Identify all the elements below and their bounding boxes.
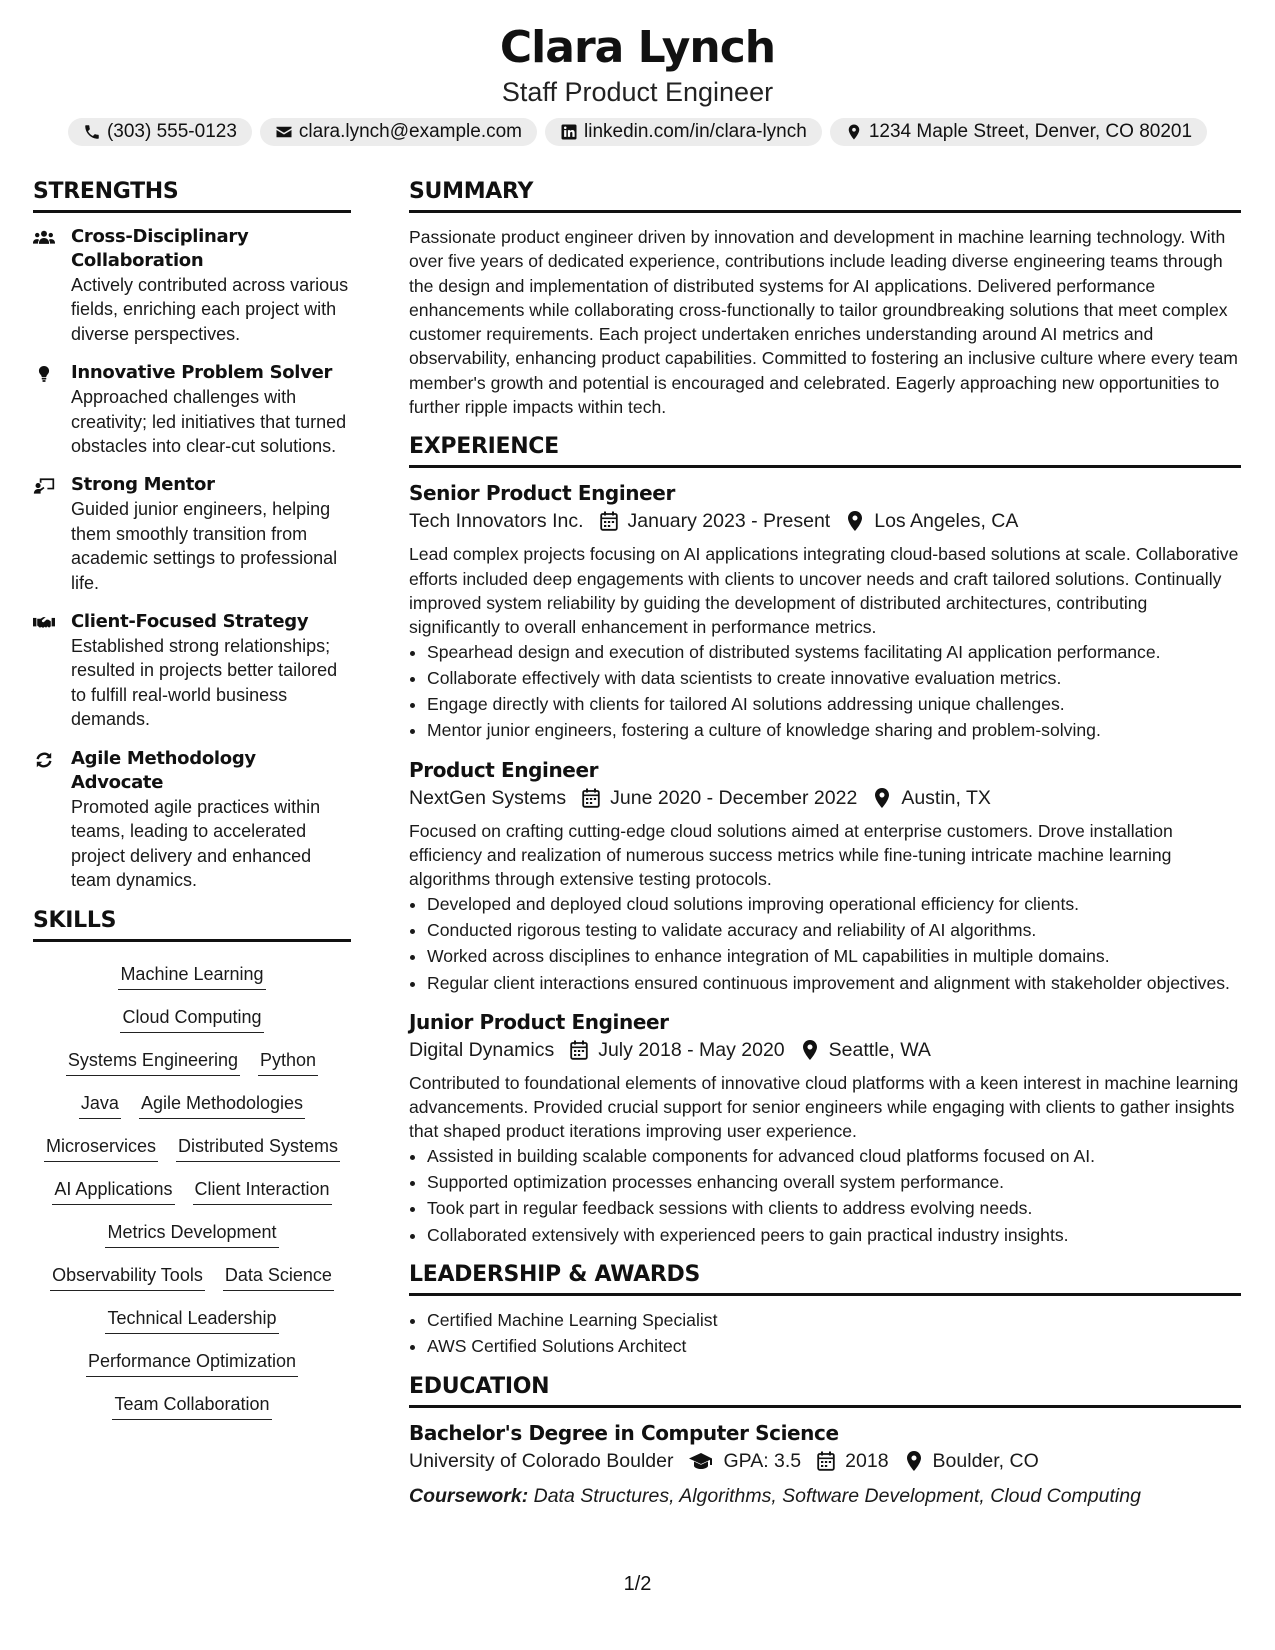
graduation-cap-icon [673,1451,723,1471]
coursework-list: Data Structures, Algorithms, Software Development, Cloud Computing [533,1484,1141,1507]
job-title: Senior Product Engineer [409,481,675,506]
strengths-heading: STRENGTHS [33,178,351,213]
graduation-year: 2018 [845,1449,889,1472]
resume-header [0,0,1275,146]
skill-tag: Client Interaction [193,1177,332,1205]
strength-item [33,747,351,893]
company-name: Tech Innovators Inc. [409,510,584,533]
strength-item [33,610,351,732]
envelope-icon [275,123,293,141]
strength-title: Agile Methodology Advocate [71,747,256,793]
sync-icon [33,747,71,893]
calendar-icon [584,511,628,531]
skill-tag: Technical Leadership [105,1306,278,1334]
skill-tag: Microservices [44,1134,158,1162]
right-column [409,178,1241,1510]
strength-desc: Approached challenges with creativity; led initiatives that turned obstacles into clear-cut solutions. [71,387,347,457]
skill-tag: Performance Optimization [86,1349,298,1377]
skill-tag: Machine Learning [118,962,265,990]
candidate-name: Clara Lynch [499,22,776,73]
strength-item [33,225,351,346]
skill-tag: Python [258,1048,318,1076]
job-entry [409,480,1241,742]
phone-icon [83,123,101,141]
experience-heading: EXPERIENCE [409,433,1241,468]
strength-title: Cross-Disciplinary Collaboration [71,226,249,271]
users-icon [33,225,71,346]
map-pin-icon [857,788,901,808]
job-bullets [409,1144,1241,1247]
list-item: • Assisted in building scalable components for advanced cloud platforms focused on AI. [427,1144,1241,1168]
list-item: • Mentor junior engineers, fostering a culture of knowledge sharing and problem-solving. [427,718,1241,742]
skill-tag: Metrics Development [105,1220,278,1248]
skill-tag: Systems Engineering [66,1048,240,1076]
job-dates: June 2020 - December 2022 [610,786,858,809]
list-item: • Supported optimization processes enhancing overall system performance. [427,1170,1241,1194]
list-item: • Regular client interactions ensured continuous improvement and alignment with stakeholder objectives. [427,971,1241,995]
contact-address [830,118,1207,146]
skill-tag: Team Collaboration [112,1392,271,1420]
strength-title: Client-Focused Strategy [71,611,309,633]
list-item: • Collaborate effectively with data scientists to create innovative evaluation metrics. [427,666,1241,690]
map-pin-icon [830,511,874,531]
map-pin-icon [845,123,863,141]
strength-desc: Guided junior engineers, helping them smoothly transition from academic settings to professional life. [71,499,338,593]
skill-tag: AI Applications [52,1177,174,1205]
strength-desc: Actively contributed across various fields, enriching each project with diverse perspectives. [71,275,349,344]
contact-email-text: clara.lynch@example.com [298,121,522,142]
job-bullets [409,640,1241,743]
job-location: Los Angeles, CA [874,510,1019,533]
list-item: • AWS Certified Solutions Architect [427,1334,1241,1358]
list-item: • Developed and deployed cloud solutions improving operational efficiency for clients. [427,892,1241,916]
job-meta [409,783,1241,813]
list-item: • Collaborated extensively with experienced peers to gain practical industry insights. [427,1223,1241,1247]
strength-title: Strong Mentor [71,474,215,496]
gpa: GPA: 3.5 [723,1449,802,1472]
job-dates: January 2023 - Present [627,510,831,533]
list-item: • Certified Machine Learning Specialist [427,1308,1241,1332]
chalkboard-teacher-icon [33,473,71,595]
skill-tag: Observability Tools [50,1263,205,1291]
summary-heading: SUMMARY [409,178,1241,213]
company-name: NextGen Systems [409,786,567,809]
job-description: Focused on crafting cutting-edge cloud solutions aimed at enterprise customers. Drove installation efficiency and realization of numerous success metrics while fine-tuning intricate machine learning algorithms through extensive testing protocols. [409,820,1173,890]
skills-list [33,954,351,1420]
map-pin-icon [785,1040,829,1060]
list-item: • Worked across disciplines to enhance integration of ML capabilities in multiple domains. [427,944,1241,968]
job-entry [409,1009,1241,1247]
contact-email[interactable] [260,118,537,146]
skills-heading: SKILLS [33,907,351,942]
strength-title: Innovative Problem Solver [71,362,333,384]
list-item: • Spearhead design and execution of distributed systems facilitating AI application performance. [427,640,1241,664]
list-item: • Engage directly with clients for tailored AI solutions addressing unique challenges. [427,692,1241,716]
contact-bar [0,118,1275,146]
school-name: University of Colorado Boulder [409,1449,674,1472]
contact-linkedin-text: linkedin.com/in/clara-lynch [584,121,807,142]
job-meta [409,1035,1241,1065]
education-meta [409,1446,1241,1476]
company-name: Digital Dynamics [409,1038,555,1061]
candidate-title: Staff Product Engineer [501,77,774,107]
job-title: Junior Product Engineer [409,1009,669,1034]
job-meta [409,506,1241,536]
job-description: Lead complex projects focusing on AI applications integrating cloud-based solutions at scale. Collaborative efforts included deep engagements with clients to uncover needs and craft tailored solutions. Continually improved system reliability by guiding the development of distributed architectures, contributing significantly to overall enhancement in performance metrics. [409,544,1239,638]
job-description: Contributed to foundational elements of innovative cloud platforms with a keen interest in machine learning advancements. Provided crucial support for senior engineers while engaging with clients to gather insights that shaped product iterations improving user experience. [409,1072,1239,1142]
map-pin-icon [889,1451,933,1471]
page-number: 1/2 [623,1573,652,1595]
coursework-label: Coursework: [409,1484,529,1507]
strength-item [33,473,351,595]
job-location: Austin, TX [901,786,991,809]
awards-heading: LEADERSHIP & AWARDS [409,1261,1241,1296]
strength-desc: Established strong relationships; resulted in projects better tailored to fulfill real-world business demands. [71,636,338,730]
list-item: • Took part in regular feedback sessions with clients to address evolving needs. [427,1196,1241,1220]
job-title: Product Engineer [409,757,599,782]
strength-item [33,361,351,458]
contact-phone-text: (303) 555-0123 [106,121,237,142]
education-heading: EDUCATION [409,1373,1241,1408]
handshake-icon [33,610,71,732]
skill-tag: Java [79,1091,121,1119]
linkedin-icon [560,123,578,141]
skill-tag: Distributed Systems [176,1134,340,1162]
strength-desc: Promoted agile practices within teams, leading to accelerated project delivery and enhanced team dynamics. [71,796,321,890]
job-bullets [409,892,1241,995]
coursework-line [409,1482,1241,1510]
skill-tag: Agile Methodologies [139,1091,305,1119]
contact-address-text: 1234 Maple Street, Denver, CO 80201 [868,121,1193,142]
school-location: Boulder, CO [932,1449,1039,1472]
list-item: • Conducted rigorous testing to validate accuracy and reliability of AI algorithms. [427,918,1241,942]
job-dates: July 2018 - May 2020 [598,1038,785,1061]
calendar-icon [801,1451,845,1471]
calendar-icon [566,788,610,808]
calendar-icon [554,1040,598,1060]
lightbulb-icon [33,361,71,458]
left-column [33,178,351,1420]
contact-linkedin[interactable] [545,118,822,146]
job-entry [409,757,1241,995]
skill-tag: Data Science [223,1263,334,1291]
contact-phone[interactable] [68,118,252,146]
awards-list [409,1308,1241,1359]
degree-title: Bachelor's Degree in Computer Science [409,1420,839,1445]
skill-tag: Cloud Computing [120,1005,263,1033]
summary-text: Passionate product engineer driven by innovation and development in machine learning technology. With over five years of dedicated experience, contributions include leading diverse engineering teams through the design and implementation of distributed systems for AI applications. Delivered performance enhancements while collaborating cross-functionally to tailor groundbreaking solutions that meet complex customer requirements. Each project undertaken enriches understanding around AI metrics and observability, enhancing product capabilities. Committed to fostering an inclusive culture where every team member's growth and potential is encouraged and celebrated. Eagerly approaching new opportunities to further ripple impacts within tech. [409,227,1238,418]
job-location: Seattle, WA [828,1038,931,1061]
